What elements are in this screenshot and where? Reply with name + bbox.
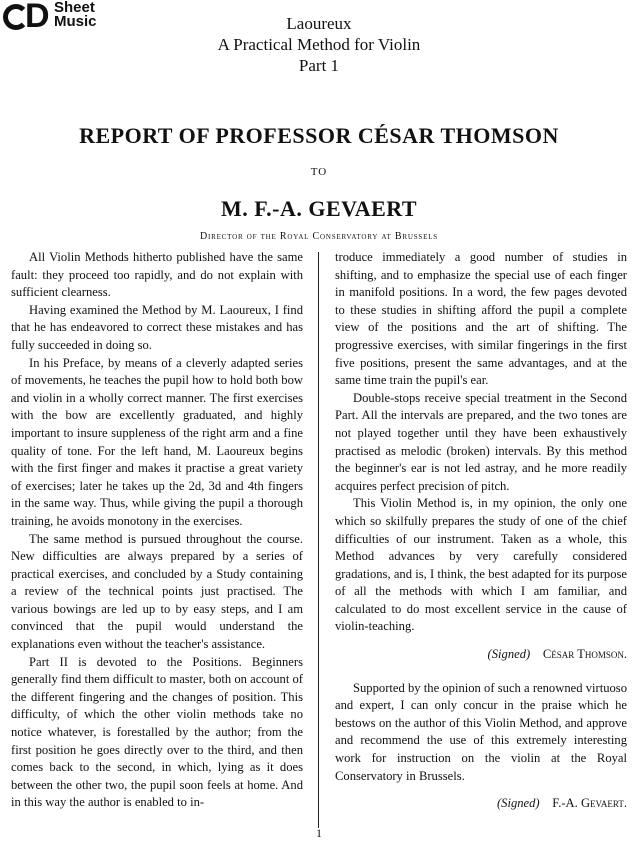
signatory-name: César Thomson.	[542, 647, 627, 662]
signature-thomson	[335, 646, 627, 664]
column-divider	[318, 252, 319, 828]
signature-gevaert	[335, 795, 627, 813]
recipient-name: M. F.-A. GEVAERT	[220, 196, 418, 221]
logo-text-line1: Sheet	[54, 0, 95, 16]
to-label: TO	[310, 166, 328, 178]
report-title: REPORT OF PROFESSOR CÉSAR THOMSON	[79, 123, 559, 148]
part-heading: Part 1	[298, 56, 340, 75]
right-column	[335, 249, 627, 813]
paragraph: Part II is devoted to the Positions. Beginners generally find them difficult to master, both on account of the different fingering and the changes of position. This difficulty, of which the other violin methods take no notice whatever, is forestalled by the author; from the first position he goes directly over to the third, and then comes back to the second, in which, lying as it does between the other two, the pupil soon feels at home. And in this way the author is enabled to in-	[11, 654, 303, 810]
paragraph: Double-stops receive special treatment in the Second Part. All the intervals are prepared, and the two tones are not played together until they have been exhaustively practised as melodic (broken) intervals. By this method the beginner's ear is not led astray, and he more readily acquires perfect precision of pitch.	[335, 390, 627, 493]
paragraph: Having examined the Method by M. Laoureux, I find that he has endeavored to correct these mistakes and has fully succeeded in doing so.	[11, 302, 303, 352]
signed-label: (Signed)	[487, 647, 531, 662]
signatory-name: F.-A. Gevaert.	[552, 796, 627, 811]
paragraph: In his Preface, by means of a cleverly adapted series of movements, he teaches the pupil how to hold both bow and violin in a wholly correct manner. The first exercises with the bow are excellently graduated, and highly important to insure suppleness of the right arm and a fine quality of tone. For the left hand, M. Laoureux begins with the first finger and makes it practise a great variety of exercises; later he takes up the 2d, 3d and 4th fingers in the same way. Thus, while giving the pupil a thorough training, he avoids monotony in the exercises.	[11, 355, 303, 528]
page-number: 1	[316, 826, 322, 840]
work-title: A Practical Method for Violin	[217, 35, 421, 54]
logo-d-mark: D	[25, 0, 50, 35]
paragraph: This Violin Method is, in my opinion, the only one which so skilfully prepares the study of one of the chief difficulties of our instrument. Taken as a whole, this Method advances by very carefully considered gradations, and is, I think, the best adapted for its purpose of all the methods with which I am familiar, and calculated to do most excellent service in the cause of violin-teaching.	[335, 496, 627, 634]
paragraph: The same method is pursued throughout the course. New difficulties are always prepared by a series of practical exercises, and concluded by a Study containing a review of the technical points just practised. The various bowings are led up to by easy steps, and I am convinced that the pupil would understand the explanations even without the teacher's assistance.	[11, 531, 303, 652]
recipient-title: Director of the Royal Conservatory at Brussels	[200, 231, 438, 242]
signed-label: (Signed)	[496, 796, 540, 811]
composer-heading: Laoureux	[286, 14, 352, 33]
paragraph: troduce immediately a good number of studies in shifting, and to emphasize the special use of each finger in manifold positions. In a word, the few pages devoted to these studies in shifting afford the pupil a complete view of the positions and the art of shifting. The progressive exercises, with similar fingerings in the first five positions, present the same advantages, and at the same time train the pupil's ear.	[335, 250, 627, 388]
paragraph: All Violin Methods hitherto published have the same fault: they proceed too rapidly, and do not explain with sufficient clearness.	[11, 250, 303, 300]
left-column	[11, 249, 303, 812]
logo-text-line2: Music	[54, 13, 97, 30]
endorsement-paragraph: Supported by the opinion of such a renowned virtuoso and expert, I can only concur in the praise which he bestows on the author of this Violin Method, and approve and recommend the use of this extremely interesting work for instruction on the violin at the Royal Conservatory in Brussels.	[335, 680, 627, 783]
